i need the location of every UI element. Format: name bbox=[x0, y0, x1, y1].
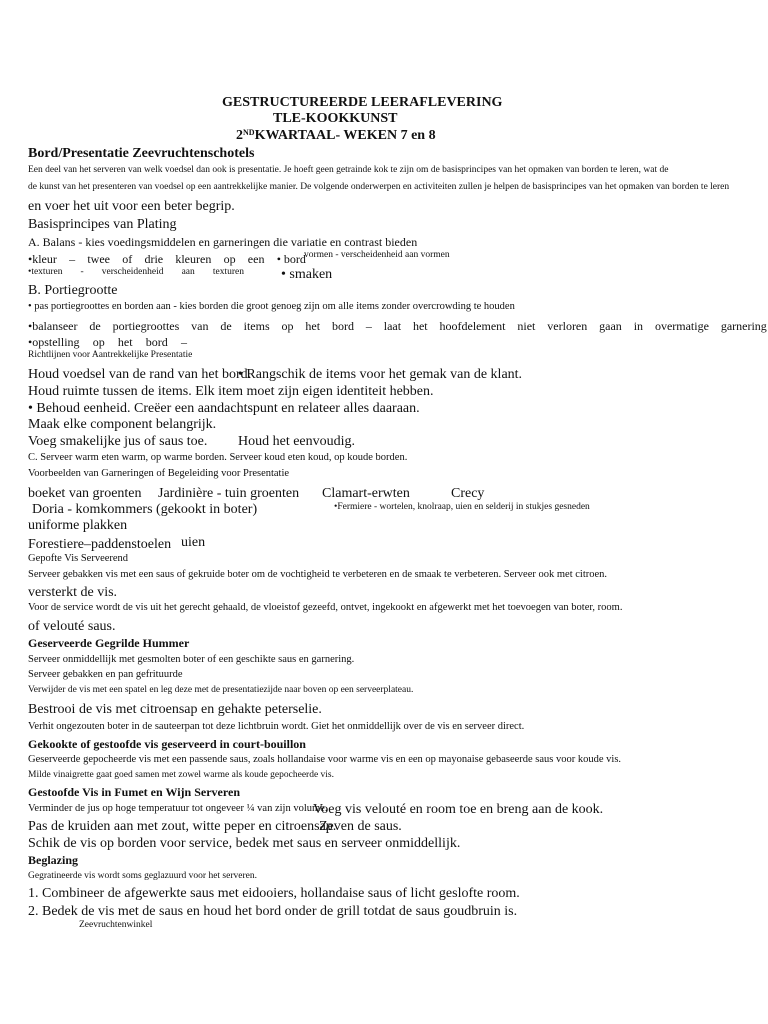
portie2-word: – bbox=[365, 319, 372, 333]
kleur-line bbox=[28, 253, 306, 265]
richtlijnen-heading: Richtlijnen voor Aantrekkelijke Presentatie bbox=[28, 350, 193, 360]
texturen-word: verscheidenheid bbox=[101, 267, 164, 277]
kleur-word: twee bbox=[87, 252, 110, 266]
texturen-word: - bbox=[80, 267, 84, 277]
opstelling-line bbox=[28, 336, 187, 348]
texturen-word: texturen bbox=[212, 267, 244, 277]
portie2-word: items bbox=[243, 319, 270, 333]
portie2-word: het bbox=[412, 319, 428, 333]
smaken-line: • smaken bbox=[281, 267, 333, 282]
portie2-word: de bbox=[89, 319, 101, 333]
kleur-word: op bbox=[223, 252, 236, 266]
garnering-3: Clamart-erwten bbox=[322, 486, 410, 501]
fumet-heading: Gestoofde Vis in Fumet en Wijn Serveren bbox=[28, 785, 240, 799]
hummer-line-1: Serveer onmiddellijk met gesmolten boter of een geschikte saus en garnering. bbox=[28, 654, 355, 665]
opstelling-word: •opstelling bbox=[28, 335, 80, 349]
kleur-word: of bbox=[122, 252, 133, 266]
richtlijn-4: Maak elke component belangrijk. bbox=[28, 417, 217, 432]
vormen-note: vormen - verscheidenheid aan vormen bbox=[304, 250, 450, 260]
intro-line-3: en voer het uit voor een beter begrip. bbox=[28, 199, 235, 214]
court-line-1: Geserveerde gepocheerde vis met een passende saus, zoals hollandaise voor warme vis en een op mayonaise gebaseerde saus voor koude vis. bbox=[28, 754, 622, 765]
garnering-7: uniforme plakken bbox=[28, 518, 128, 533]
portie2-word: •balanseer bbox=[28, 319, 78, 333]
balans-line: A. Balans - kies voedingsmiddelen en garneringen die variatie en contrast bieden bbox=[28, 235, 418, 249]
richtlijn-5b: Houd het eenvoudig. bbox=[238, 434, 356, 449]
hummer-line-5: Verhit ongezouten boter in de sauteerpan tot deze lichtbruin wordt. Giet het onmiddellijk over de vis en serveer direct. bbox=[28, 721, 525, 732]
portie2-word: van bbox=[191, 319, 209, 333]
gepofte-line-2: versterkt de vis. bbox=[28, 585, 118, 600]
garnering-6: •Fermiere - wortelen, knolraap, uien en selderij in stukjes gesneden bbox=[334, 502, 590, 512]
texturen-line bbox=[28, 268, 244, 278]
hummer-heading: Geserveerde Gegrilde Hummer bbox=[28, 636, 190, 650]
gepofte-line-1: Serveer gebakken vis met een saus of gekruide boter om de vochtigheid te verbeteren en de smaak te verbeteren. Serveer ook met citroen. bbox=[28, 569, 608, 580]
portie2-word: niet bbox=[517, 319, 536, 333]
beglazing-line-1: Gegratineerde vis wordt soms geglazuurd voor het serveren. bbox=[28, 871, 257, 881]
gepofte-heading: Gepofte Vis Serveerend bbox=[28, 553, 129, 564]
fumet-line-1b: Voeg vis velouté en room toe en breng aan de kook. bbox=[313, 802, 604, 817]
gepofte-line-3: Voor de service wordt de vis uit het gerecht gehaald, de vloeistof gezeefd, ontvet, ingekookt en afgewerkt met het toevoegen van boter, room. bbox=[28, 602, 623, 613]
portie2-word: verloren bbox=[547, 319, 588, 333]
portie2-word: het bbox=[305, 319, 321, 333]
hummer-line-4: Bestrooi de vis met citroensap en gehakte peterselie. bbox=[28, 702, 322, 717]
texturen-word: •texturen bbox=[28, 267, 63, 277]
garnering-9: uien bbox=[181, 535, 206, 550]
texturen-word: aan bbox=[181, 267, 195, 277]
portie2-word: laat bbox=[383, 319, 402, 333]
kleur-word: – bbox=[69, 252, 76, 266]
fumet-line-3: Schik de vis op borden voor service, bedek met saus en serveer onmiddellijk. bbox=[28, 836, 461, 851]
quarter-text: KWARTAAL- WEKEN 7 en 8 bbox=[254, 128, 436, 143]
voorbeelden-heading: Voorbeelden van Garneringen of Begeleiding voor Presentatie bbox=[28, 468, 290, 479]
kleur-word: •kleur bbox=[28, 252, 57, 266]
kleur-word: een bbox=[247, 252, 265, 266]
portie2-word: bord bbox=[331, 319, 354, 333]
section-heading-bord: Bord/Presentatie Zeevruchtenschotels bbox=[28, 146, 255, 161]
richtlijn-3: • Behoud eenheid. Creëer een aandachtspunt en relateer alles daaraan. bbox=[28, 401, 420, 416]
opstelling-word: het bbox=[117, 335, 133, 349]
portie2-word: gaan bbox=[599, 319, 622, 333]
garnering-1: boeket van groenten bbox=[28, 486, 142, 501]
court-heading: Gekookte of gestoofde vis geserveerd in court-bouillon bbox=[28, 737, 306, 751]
portie2-word: op bbox=[281, 319, 294, 333]
richtlijn-2: Houd ruimte tussen de items. Elk item moet zijn eigen identiteit hebben. bbox=[28, 384, 434, 399]
garnering-2: Jardinière - tuin groenten bbox=[158, 486, 300, 501]
portie2-word: overmatige bbox=[654, 319, 709, 333]
doc-title: GESTRUCTUREERDE LEERAFLEVERING bbox=[222, 95, 503, 110]
portie-heading: B. Portiegrootte bbox=[28, 283, 118, 298]
kleur-word: kleuren bbox=[175, 252, 212, 266]
fumet-line-1a: Verminder de jus op hoge temperatuur tot ongeveer ¼ van zijn volume. bbox=[28, 803, 328, 814]
quarter-suffix: ND bbox=[243, 128, 255, 137]
opstelling-word: – bbox=[180, 335, 187, 349]
beglazing-heading: Beglazing bbox=[28, 853, 78, 867]
garnering-5: Doria - komkommers (gekookt in boter) bbox=[32, 502, 258, 517]
intro-line-2: de kunst van het presenteren van voedsel op een aantrekkelijke manier. De volgende onderwerpen en activiteiten zullen je helpen de basisprincipes van het opmaken van borden te leren bbox=[28, 182, 730, 192]
hummer-line-2: Serveer gebakken en pan gefrituurde bbox=[28, 669, 183, 680]
hummer-line-3: Verwijder de vis met een spatel en leg deze met de presentatiezijde naar boven op een serveerplateau. bbox=[28, 685, 414, 695]
court-line-2: Milde vinaigrette gaat goed samen met zowel warme als koude gepocheerde vis. bbox=[28, 770, 334, 780]
portie2-word: hoofdelement bbox=[439, 319, 506, 333]
richtlijn-1b: • Rangschik de items voor het gemak van de klant. bbox=[238, 367, 523, 382]
opstelling-word: op bbox=[92, 335, 105, 349]
kleur-word: • bord bbox=[276, 252, 306, 266]
beglazing-line-2: 1. Combineer de afgewerkte saus met eidooiers, hollandaise saus of licht geslofte room. bbox=[28, 886, 520, 901]
portie2-word: in bbox=[633, 319, 644, 333]
quarter-number: 2 bbox=[236, 128, 243, 143]
richtlijn-6: C. Serveer warm eten warm, op warme borden. Serveer koud eten koud, op koude borden. bbox=[28, 452, 408, 463]
portie2-word: portiegroottes bbox=[112, 319, 180, 333]
opstelling-word: bord bbox=[145, 335, 168, 349]
portie-line-2 bbox=[28, 320, 767, 332]
portie2-word: de bbox=[220, 319, 232, 333]
garnering-4: Crecy bbox=[451, 486, 485, 501]
portie-line-1: • pas portiegroottes en borden aan - kies borden die groot genoeg zijn om alle items zonder overcrowding te houden bbox=[28, 301, 515, 312]
basis-heading: Basisprincipes van Plating bbox=[28, 217, 177, 232]
footer-label: Zeevruchtenwinkel bbox=[79, 920, 153, 930]
richtlijn-1: Houd voedsel van de rand van het bord. bbox=[28, 367, 252, 382]
richtlijn-5: Voeg smakelijke jus of saus toe. bbox=[28, 434, 208, 449]
fumet-line-2b: Zeven de saus. bbox=[319, 819, 402, 834]
kleur-word: drie bbox=[144, 252, 164, 266]
beglazing-line-3: 2. Bedek de vis met de saus en houd het bord onder de grill totdat de saus goudbruin is. bbox=[28, 904, 518, 919]
garnering-8: Forestiere–paddenstoelen bbox=[28, 537, 172, 552]
intro-line-1: Een deel van het serveren van welk voedsel dan ook is presentatie. Je hoeft geen getrainde kok te zijn om de basisprincipes van het opmaken van borden te leren, wat de bbox=[28, 165, 669, 175]
gepofte-line-4: of velouté saus. bbox=[28, 619, 116, 634]
portie2-word: garnering bbox=[720, 319, 767, 333]
doc-subtitle: TLE-KOOKKUNST bbox=[273, 111, 398, 126]
doc-quarter-line bbox=[236, 129, 436, 143]
fumet-line-2a: Pas de kruiden aan met zout, witte peper en citroensap. bbox=[28, 819, 337, 834]
